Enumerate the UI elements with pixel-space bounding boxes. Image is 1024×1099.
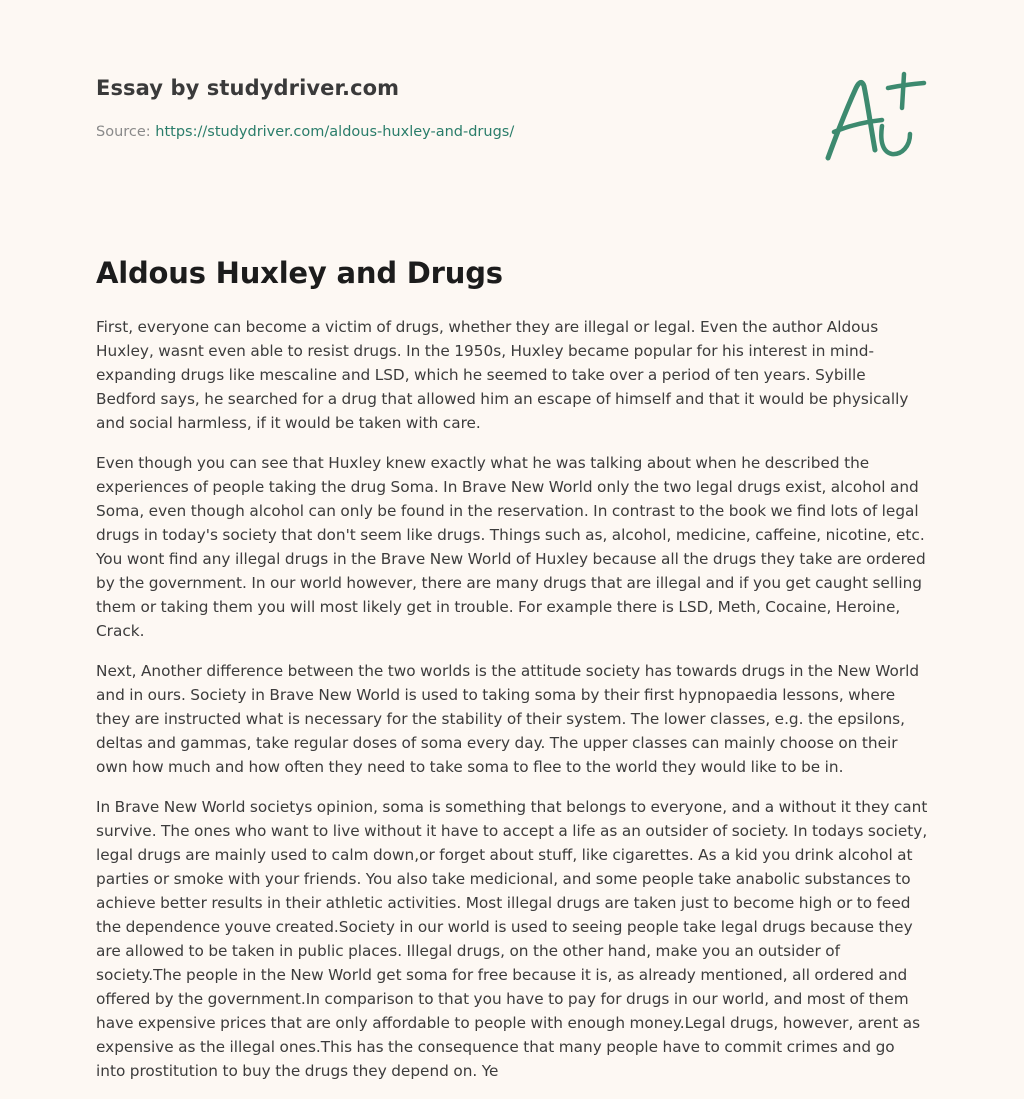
essay-paragraph: First, everyone can become a victim of drugs, whether they are illegal or legal. Even the author Aldous Huxley, wasnt even able to resist drugs. In the 1950s, Huxley became popular for his interest in mind-expanding drugs like mescaline and LSD, which he seemed to take over a period of ten years. Sybille Bedford says, he searched for a drug that allowed him an escape of himself and that it would be physically and social harmless, if it would be taken with care.: [96, 318, 909, 432]
source-link[interactable]: https://studydriver.com/aldous-huxley-and-drugs/: [155, 124, 515, 140]
source-label: Source:: [96, 124, 156, 140]
source-line: [96, 124, 514, 140]
essay-paragraph: In Brave New World societys opinion, soma is something that belongs to everyone, and a without it they cant survive. The ones who want to live without it have to accept a life as an outsider of society. In todays society, legal drugs are mainly used to calm down,or forget about stuff, like cigarettes. As a kid you drink alcohol at parties or smoke with your friends. You also take medicional, and some people take anabolic substances to achieve better results in their athletic activities. Most illegal drugs are taken just to become high or to feed the dependence youve created.Society in our world is used to seeing people take legal drugs because they are allowed to be taken in public places. Illegal drugs, on the other hand, make you an outsider of society.The people in the New World get soma for free because it is, as already mentioned, all ordered and offered by the government.In comparison to that you have to pay for drugs in our world, and most of them have expensive prices that are only affordable to people with enough money.Legal drugs, however, arent as expensive as the illegal ones.This has the consequence that many people have to commit crimes and go into prostitution to buy the drugs they depend on. Ye: [96, 798, 928, 1080]
essay-paragraph: Next, Another difference between the two worlds is the attitude society has towards drugs in the New World and in ours. Society in Brave New World is used to taking soma by their first hypnopaedia lessons, where they are instructed what is necessary for the stability of their system. The lower classes, e.g. the epsilons, deltas and gammas, take regular doses of soma every day. The upper classes can mainly choose on their own how much and how often they need to take soma to flee to the world they would like to be in.: [96, 662, 920, 776]
site-title: Essay by studydriver.com: [96, 76, 400, 100]
essay-body: [96, 315, 928, 1099]
essay-paragraph: Even though you can see that Huxley knew exactly what he was talking about when he described the experiences of people taking the drug Soma. In Brave New World only the two legal drugs exist, alcohol and Soma, even though alcohol can only be found in the reservation. In contrast to the book we find lots of legal drugs in today's society that don't seem like drugs. Things such as, alcohol, medicine, caffeine, nicotine, etc. You wont find any illegal drugs in the Brave New World of Huxley because all the drugs they take are ordered by the government. In our world however, there are many drugs that are illegal and if you get caught selling them or taking them you will most likely get in trouble. For example there is LSD, Meth, Cocaine, Heroine, Crack.: [96, 454, 926, 640]
a-plus-logo-icon: [818, 66, 930, 166]
essay-title: Aldous Huxley and Drugs: [96, 256, 503, 290]
